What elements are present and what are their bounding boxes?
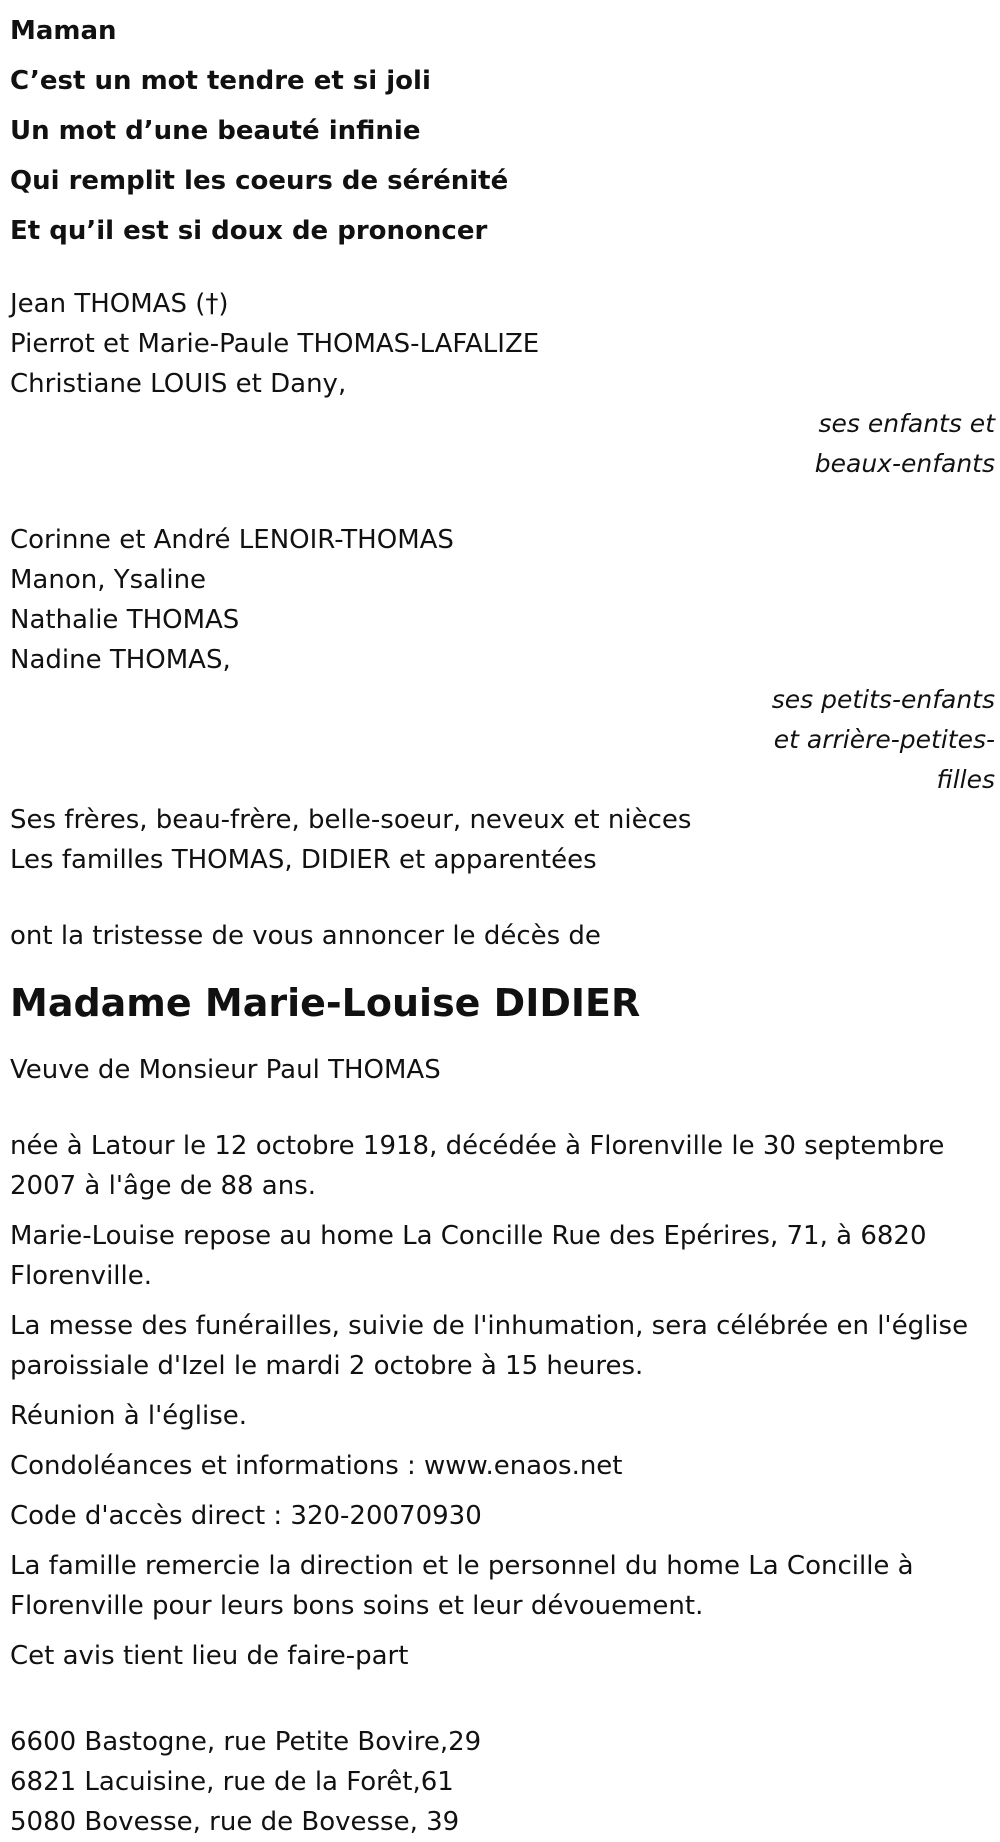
spacer: [10, 1090, 995, 1126]
spacer: [10, 256, 995, 284]
relationship-label: ses petits-enfants: [771, 685, 995, 714]
relationship-label: et arrière-petites-: [773, 725, 995, 754]
extended-family-section: [10, 800, 995, 880]
spacer: [10, 880, 995, 916]
detail-paragraph: Réunion à l'église.: [10, 1401, 248, 1431]
widow-of-text: Veuve de Monsieur Paul THOMAS: [10, 1055, 441, 1085]
family-member-line: Nadine THOMAS,: [10, 645, 231, 675]
detail-paragraph: La famille remercie la direction et le personnel du home La Concille à Florenville pour leurs bons soins et leur dévouement.: [10, 1551, 914, 1621]
family-member-line: Nathalie THOMAS: [10, 605, 240, 635]
relationship-label: filles: [936, 765, 995, 794]
family-member-line: Les familles THOMAS, DIDIER et apparentées: [10, 845, 597, 875]
poem: [10, 6, 995, 256]
family-member-line: Jean THOMAS (†): [10, 289, 229, 319]
poem-line: Un mot d’une beauté infinie: [10, 116, 421, 146]
address-line: 5080 Bovesse, rue de Bovesse, 39: [10, 1807, 460, 1837]
detail-paragraph: La messe des funérailles, suivie de l'inhumation, sera célébrée en l'église paroissiale d'Izel le mardi 2 octobre à 15 heures.: [10, 1311, 969, 1381]
detail-paragraph: Cet avis tient lieu de faire-part: [10, 1641, 409, 1671]
detail-paragraph: Code d'accès direct : 320-20070930: [10, 1501, 482, 1531]
details-section: [10, 1126, 995, 1676]
spacer: [10, 1686, 995, 1722]
address-line: 6821 Lacuisine, rue de la Forêt,61: [10, 1767, 454, 1797]
detail-paragraph: née à Latour le 12 octobre 1918, décédée à Florenville le 30 septembre 2007 à l'âge de 88 ans.: [10, 1131, 945, 1201]
address-line: 6600 Bastogne, rue Petite Bovire,29: [10, 1727, 482, 1757]
family-member-line: Corinne et André LENOIR-THOMAS: [10, 525, 454, 555]
children-section: [10, 284, 995, 484]
grandchildren-section: [10, 520, 995, 800]
addresses-section: [10, 1722, 995, 1842]
detail-paragraph: Condoléances et informations : www.enaos.net: [10, 1451, 623, 1481]
relationship-label: ses enfants et: [818, 409, 995, 438]
obituary-document: [10, 6, 995, 1842]
detail-paragraph: Marie-Louise repose au home La Concille Rue des Epérires, 71, à 6820 Florenville.: [10, 1221, 927, 1291]
family-member-line: Christiane LOUIS et Dany,: [10, 369, 347, 399]
family-member-line: Ses frères, beau-frère, belle-soeur, neveux et nièces: [10, 805, 692, 835]
announcement-text: ont la tristesse de vous annoncer le décès de: [10, 921, 601, 951]
relationship-label: beaux-enfants: [814, 449, 995, 478]
family-member-line: Pierrot et Marie-Paule THOMAS-LAFALIZE: [10, 329, 540, 359]
poem-line: Maman: [10, 16, 117, 46]
spacer: [10, 484, 995, 520]
poem-line: Et qu’il est si doux de prononcer: [10, 216, 488, 246]
deceased-name: Madame Marie-Louise DIDIER: [10, 981, 641, 1025]
family-member-line: Manon, Ysaline: [10, 565, 207, 595]
poem-line: Qui remplit les coeurs de sérénité: [10, 166, 509, 196]
poem-line: C’est un mot tendre et si joli: [10, 66, 431, 96]
